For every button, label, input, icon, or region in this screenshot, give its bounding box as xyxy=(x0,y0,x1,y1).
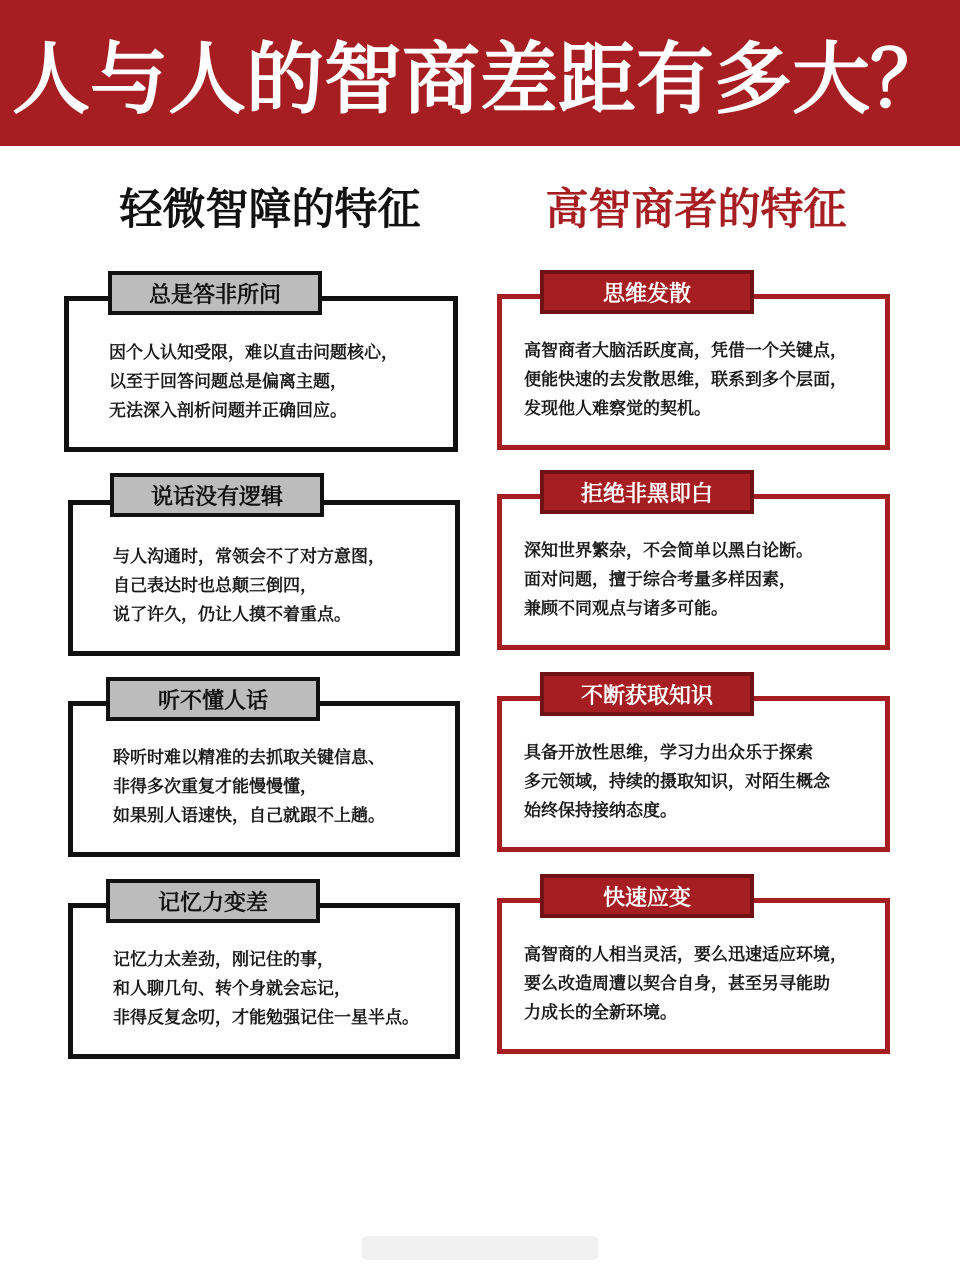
right-card-3 xyxy=(497,696,890,852)
card-text: 具备开放性思维，学习力出众乐于探索 多元领域，持续的摄取知识，对陌生概念 始终保持接纳态度。 xyxy=(524,743,830,821)
right-card-1 xyxy=(497,294,890,450)
card-text: 深知世界繁杂，不会简单以黑白论断。 面对问题，擅于综合考量多样因素， 兼顾不同观点与诸多可能。 xyxy=(524,541,813,619)
left-card-2-tag: 说话没有逻辑 xyxy=(110,473,324,517)
left-card-1 xyxy=(64,296,458,452)
left-card-1-tag: 总是答非所问 xyxy=(108,271,322,315)
right-card-2 xyxy=(497,494,890,650)
watermark-placeholder xyxy=(362,1236,598,1260)
right-card-4 xyxy=(497,898,890,1054)
title-banner xyxy=(0,0,960,146)
card-text: 高智商者大脑活跃度高，凭借一个关键点， 便能快速的去发散思维，联系到多个层面， 发现他人难察觉的契机。 xyxy=(524,341,847,419)
left-column-title: 轻微智障的特征 xyxy=(119,185,421,235)
card-text: 与人沟通时，常领会不了对方意图， 自己表达时也总颠三倒四， 说了许久，仍让人摸不着重点。 xyxy=(113,547,385,625)
right-column-title: 高智商者的特征 xyxy=(545,185,847,235)
left-card-4 xyxy=(68,903,460,1059)
left-card-3 xyxy=(68,701,460,857)
right-card-2-tag: 拒绝非黑即白 xyxy=(540,470,754,514)
card-text: 高智商的人相当灵活，要么迅速适应环境， 要么改造周遭以契合自身，甚至另寻能助 力成长的全新环境。 xyxy=(524,945,847,1023)
left-card-4-tag: 记忆力变差 xyxy=(106,879,320,923)
card-text: 记忆力太差劲，刚记住的事， 和人聊几句、转个身就会忘记， 非得反复念叨，才能勉强记住一星半点。 xyxy=(113,950,419,1028)
card-text: 因个人认知受限，难以直击问题核心， 以至于回答问题总是偏离主题， 无法深入剖析问题并正确回应。 xyxy=(109,343,398,421)
page-title: 人与人的智商差距有多大？ xyxy=(11,35,948,125)
right-card-3-tag: 不断获取知识 xyxy=(540,672,754,716)
card-text: 聆听时难以精准的去抓取关键信息、 非得多次重复才能慢慢懂， 如果别人语速快，自己就跟不上趟。 xyxy=(113,748,385,826)
left-card-3-tag: 听不懂人话 xyxy=(106,677,320,721)
left-card-2 xyxy=(68,500,460,656)
right-card-4-tag: 快速应变 xyxy=(540,874,754,918)
right-card-1-tag: 思维发散 xyxy=(540,270,754,314)
